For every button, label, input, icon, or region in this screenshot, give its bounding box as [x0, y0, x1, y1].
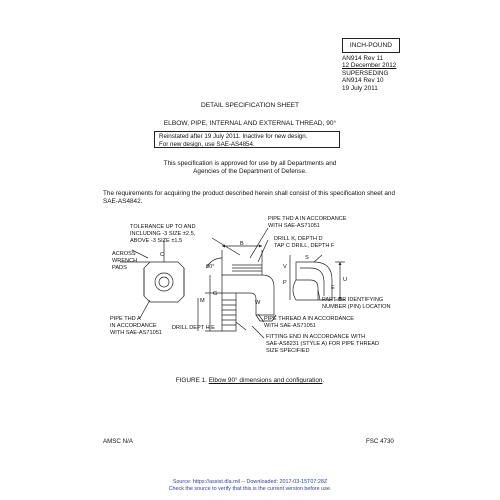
drill-depth-label: DRILL DEPT H E — [172, 325, 215, 331]
tolerance-note — [130, 224, 196, 245]
across-wrench-line: PADS — [112, 265, 127, 271]
elbow-top-thread — [232, 265, 262, 271]
notice-line: For new design, use SAE-AS4854. — [159, 140, 255, 148]
pipe-thd-line: WITH SAE-AS71051 — [110, 330, 162, 336]
elbow-thread-hatch — [222, 300, 236, 325]
dim-w-label: W — [255, 300, 261, 306]
caption-prefix: FIGURE 1. — [175, 377, 209, 384]
source-notice — [0, 479, 500, 492]
superseding-label: SUPERSEDING — [342, 69, 389, 77]
revision-date: 12 December 2012 — [342, 62, 397, 70]
pipe-thread-label — [264, 316, 354, 330]
drill-k-line: DRILL K, DEPTH D — [274, 236, 323, 242]
drill-k-line: TAP C DRILL, DEPTH F — [274, 243, 335, 249]
dim-m-label: M — [200, 298, 205, 304]
end-view-inner — [159, 277, 169, 287]
across-wrench-pads-label — [112, 251, 137, 272]
elbow-body — [222, 275, 274, 315]
source-verify-note: Check the source to verify that this is the current version before use. — [168, 485, 332, 492]
source-link[interactable]: Source: https://assist.dla.mil -- Downloaded: 2017-03-15T07:28Z — [172, 479, 328, 485]
tolerance-line: TOLERANCE UP TO AND — [130, 224, 196, 230]
fitting-end-line: FITTING END IN ACCORDANCE WITH — [266, 334, 366, 340]
superseded-date: 19 July 2011 — [342, 84, 378, 92]
dim-g-label: G — [213, 291, 218, 297]
inch-pound-box: INCH-POUND — [342, 38, 400, 53]
pipe-thd-left-label — [110, 316, 162, 337]
dim-v-label: V — [283, 264, 287, 270]
dim-s-label: S — [305, 255, 309, 261]
pipe-thd-top-line: WITH SAE-AS71051 — [268, 223, 320, 229]
angle-label: 90° — [206, 264, 215, 270]
across-wrench-line: WRENCH — [112, 258, 138, 264]
requirements-paragraph: The requirements for acquiring the product described herein shall consist of this specification sheet and SAE-AS4842. — [103, 190, 396, 205]
approval-line: Agencies of the Department of Defense. — [193, 168, 307, 175]
end-view-outline — [144, 262, 184, 302]
figure-caption — [0, 377, 500, 384]
dim-p-label: P — [283, 280, 287, 286]
superseded-revision: AN914 Rev 10 — [342, 77, 384, 85]
approval-line: This specification is approved for use by all Departments and — [163, 160, 337, 167]
wrench-pad — [144, 268, 184, 296]
caption-text: Elbow 90° dimensions and configuration — [208, 377, 323, 384]
pipe-thd-line: IN ACCORDANCE — [110, 323, 157, 329]
part-number-location-label — [322, 297, 391, 311]
revision-line: AN914 Rev 11 — [342, 55, 384, 62]
fitting-end-line: SAE-AS8231 (STYLE A) FOR PIPE THREAD — [266, 341, 380, 347]
pipe-thd-top-label — [268, 216, 347, 230]
tolerance-line: ABOVE -3 SIZE ±1.5 — [130, 238, 183, 244]
dim-e-label: E — [331, 285, 335, 291]
fitting-end-line: SIZE SPECIFIED — [266, 348, 310, 354]
fsc-label: FSC 4730 — [366, 438, 394, 445]
pipe-thread-line: PIPE THREAD A IN ACCORDANCE — [264, 316, 355, 322]
pipe-thd-line: PIPE THD A — [110, 316, 141, 322]
end-view-bore — [155, 273, 173, 291]
dim-c-label: C — [160, 252, 165, 258]
tolerance-line: INCLUDING -3 SIZE ±2.5, — [130, 231, 196, 237]
notice-line: Reinstated after 19 July 2011. Inactive for new design. — [159, 133, 308, 140]
part-number-line: PART OR IDENTIFYING — [322, 297, 384, 303]
right-elbow-inner — [300, 268, 324, 296]
fitting-end-label — [266, 334, 379, 355]
caption-suffix: . — [322, 377, 325, 384]
sheet-title: DETAIL SPECIFICATION SHEET — [200, 102, 300, 109]
pipe-thread-line: WITH SAE-AS71051 — [264, 323, 316, 329]
across-wrench-line: ACROSS — [112, 251, 136, 257]
right-elbow-lower — [293, 280, 318, 300]
part-number-line: NUMBER (PIN) LOCATION — [322, 304, 391, 310]
drill-k-label — [274, 236, 334, 250]
dim-u-label: U — [343, 277, 348, 283]
amsc-label: AMSC N/A — [103, 438, 133, 445]
pipe-thd-top-line: PIPE THD A IN ACCORDANCE — [268, 216, 347, 222]
dim-b-label: B — [240, 241, 244, 247]
part-title: ELBOW, PIPE, INTERNAL AND EXTERNAL THREAD, 90° — [163, 120, 337, 127]
